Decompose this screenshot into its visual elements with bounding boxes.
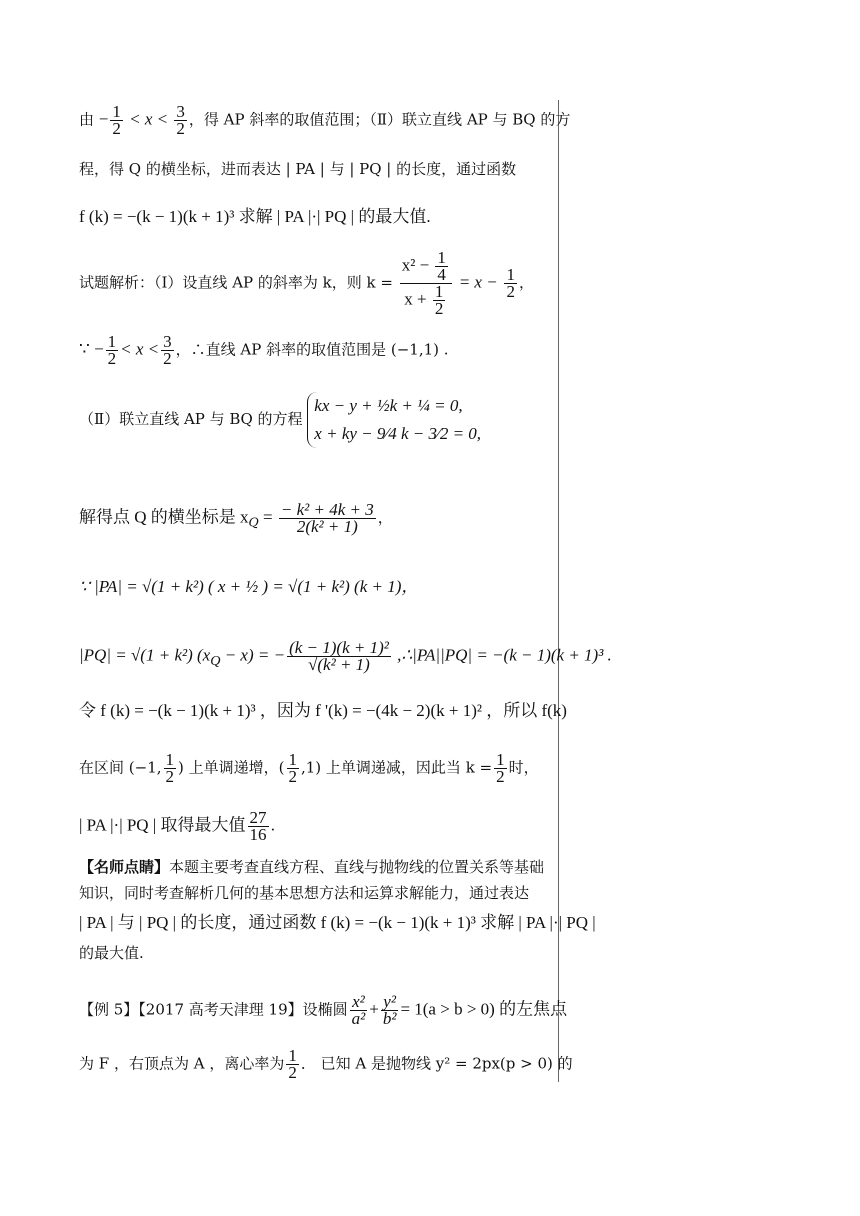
text: ， [518, 273, 534, 292]
fraction [350, 994, 368, 1027]
subscript: Q [210, 652, 221, 669]
denominator: b² [382, 1009, 397, 1028]
text-line-5 [79, 334, 449, 367]
text: 令 f (k) = −(k − 1)(k + 1)³ ，因为 f '(k) = −(4k − 2)(k + 1)² ，所以 f(k) [79, 701, 567, 720]
text: 在区间 (−1, [79, 758, 162, 777]
text: = 1(a > b > 0) 的左焦点 [400, 999, 568, 1019]
numerator: 1 [506, 265, 515, 284]
denominator [400, 284, 452, 317]
plus: + [369, 999, 379, 1019]
text-line-16 [79, 942, 144, 964]
heading: 【名师点睛】 [79, 858, 170, 876]
text: f (k) = −(k − 1)(k + 1)³ 求解 | PA |·| PQ | 的最大值. [79, 207, 431, 226]
fraction [504, 267, 517, 300]
text: = x − [458, 272, 498, 292]
numerator: 3 [176, 102, 185, 121]
numerator: 3 [163, 332, 172, 351]
denominator: 2 [163, 349, 172, 368]
text-line-1 [79, 104, 570, 137]
numerator: y² [381, 994, 399, 1011]
text: |PQ| = √(1 + k²) (x [79, 645, 211, 665]
text: 程，得 Q 的横坐标，进而表达 | PA | 与 | PQ | 的长度，通过函数 [79, 160, 517, 178]
text: 由 [79, 110, 95, 129]
text-line-2 [79, 158, 516, 180]
fraction [279, 502, 376, 535]
text-line-4 [79, 250, 534, 317]
text: | PA |·| PQ | 取得最大值 [79, 815, 246, 835]
equation-2: x + ky − 9⁄4 k − 3⁄2 = 0, [314, 424, 482, 443]
numerator: x² [350, 994, 368, 1011]
text-line-11 [79, 752, 539, 785]
text-line-10 [79, 700, 567, 722]
numerator [400, 250, 452, 284]
x-plus: x + [404, 289, 427, 309]
text: ) 上单调递增，( [178, 758, 285, 777]
denominator: 2 [434, 299, 444, 318]
text: ,1) 上单调递减，因此当 k = [301, 758, 493, 777]
text: 知识，同时考查解析几何的基本思想方法和运算求解能力，通过表达 [79, 884, 530, 902]
text: 试题解析：（Ⅰ）设直线 AP 的斜率为 k，则 k = [79, 273, 393, 292]
fraction [248, 810, 269, 843]
numerator: − k² + 4k + 3 [280, 500, 374, 519]
text: 本题主要考查直线方程、直线与抛物线的位置关系等基础 [169, 858, 545, 876]
text: ∵ |PA| = √(1 + k²) ( x + ½ ) = √(1 + k²) (k + 1)， [79, 577, 419, 596]
text-line-6 [79, 392, 481, 448]
numerator: 1 [112, 102, 121, 121]
subscript: Q [248, 514, 259, 530]
denominator: 2 [506, 282, 515, 301]
equation-system [307, 392, 481, 448]
margin-rule [558, 100, 559, 1082]
text: 时， [508, 758, 539, 777]
numerator: 1 [165, 750, 175, 769]
numerator: 1 [434, 282, 444, 301]
numerator: 1 [107, 332, 117, 351]
fraction [161, 334, 174, 367]
denominator: 16 [249, 825, 267, 844]
numerator: 1 [496, 750, 505, 769]
text: ∵ − [79, 339, 104, 359]
numerator: 1 [288, 1046, 297, 1065]
text: − x) = − [220, 645, 286, 665]
denominator: 2 [176, 119, 185, 138]
text: （Ⅱ）联立直线 AP 与 BQ 的方程 [79, 410, 303, 428]
text-line-17 [79, 994, 567, 1027]
fraction [381, 994, 399, 1027]
text-line-18 [79, 1048, 573, 1081]
text-line-14 [79, 882, 529, 904]
text-line-13 [79, 856, 544, 878]
fraction [110, 104, 123, 137]
x-squared-minus: x² − [401, 255, 430, 275]
denominator: 4 [437, 265, 446, 284]
text-line-12 [79, 810, 275, 843]
denominator: 2 [107, 349, 117, 368]
equation-1: kx − y + ½k + ¼ = 0, [314, 396, 463, 415]
numerator: (k − 1)(k + 1)² [289, 638, 389, 657]
fraction [164, 752, 177, 785]
fraction [433, 284, 446, 317]
denominator: 2 [165, 767, 175, 786]
fraction [286, 1048, 299, 1081]
text-line-15 [79, 912, 596, 934]
numerator: 1 [288, 750, 297, 769]
text: < x < [120, 339, 160, 359]
fraction [106, 334, 119, 367]
text: | PA | 与 | PQ | 的长度，通过函数 f (k) = −(k − 1)(k + 1)³ 求解 | PA |·| PQ | [79, 913, 596, 932]
denominator: 2 [288, 1063, 297, 1082]
numerator: 1 [437, 248, 446, 267]
denominator: 2 [288, 767, 297, 786]
fraction [287, 640, 391, 673]
fraction [435, 250, 448, 283]
text: 为 F ，右顶点为 A ，离心率为 [79, 1054, 285, 1073]
text: ，∴直线 AP 斜率的取值范围是 (−1,1) . [175, 340, 449, 359]
denominator: √(k² + 1) [308, 655, 370, 674]
denominator: a² [351, 1009, 366, 1028]
text: ， [377, 508, 393, 527]
fraction [287, 752, 300, 785]
compound-fraction [400, 250, 452, 317]
text-line-7: 解得点 Q 的横坐标是 $x_Q$ = $\frac{\text{− k² + 4k + 3}}{\text{2(k² + 1)}}$ ， [79, 500, 393, 536]
text: 的最大值. [79, 944, 144, 962]
minus: − [98, 109, 109, 129]
text: ,∴|PA||PQ| = −(k − 1)(k + 1)³ . [392, 645, 612, 665]
text-line-3 [79, 206, 431, 228]
text-line-9 [79, 640, 612, 673]
text: 解得点 Q 的横坐标是 x [79, 507, 249, 527]
text: 【例 5】【2017 高考天津理 19】设椭圆 [79, 1000, 348, 1019]
denominator: 2(k² + 1) [296, 517, 358, 536]
denominator: 2 [112, 119, 121, 138]
fraction [174, 104, 187, 137]
denominator: 2 [496, 767, 505, 786]
text: ． 已知 A 是抛物线 y² = 2px(p > 0) 的 [300, 1054, 573, 1073]
fraction [494, 752, 507, 785]
text-line-8 [79, 576, 418, 598]
inequality: < x < [124, 109, 173, 129]
numerator: 27 [249, 808, 267, 827]
text: ，得 AP 斜率的取值范围；（Ⅱ）联立直线 AP 与 BQ 的方 [188, 110, 571, 129]
text: . [270, 816, 276, 835]
